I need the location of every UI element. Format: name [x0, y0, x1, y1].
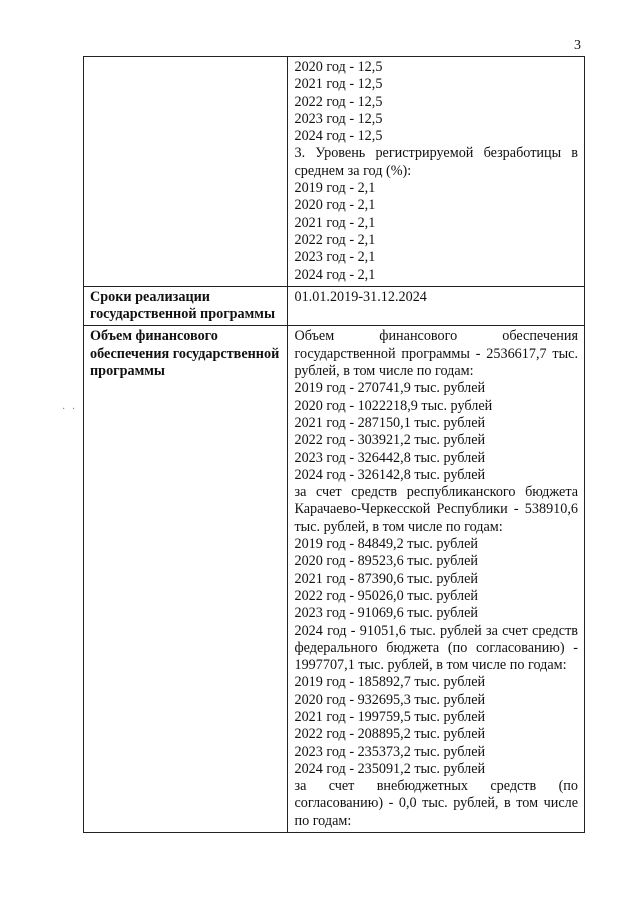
- funding-value-cell: [288, 326, 585, 833]
- funding-federal-year: 2019 год - 185892,7 тыс. рублей: [294, 674, 486, 691]
- funding-republic-year: 2022 год - 95026,0 тыс. рублей: [294, 587, 479, 604]
- indicator-value: 2022 год - 12,5: [294, 93, 383, 110]
- indicator-value: 2023 год - 12,5: [294, 110, 383, 127]
- funding-federal-year: 2024 год - 235091,2 тыс. рублей: [294, 760, 486, 777]
- funding-extrabudget-text: за счет внебюджетных средств (по согласованию) - 0,0 тыс. рублей, в том числе по годам:: [294, 778, 578, 829]
- program-passport-table: [83, 56, 585, 833]
- indicator3-value: 2022 год - 2,1: [294, 231, 376, 248]
- funding-total-year: 2019 год - 270741,9 тыс. рублей: [294, 380, 486, 397]
- indicators-value-cell: [288, 57, 585, 287]
- funding-republic-year: 2023 год - 91069,6 тыс. рублей: [294, 605, 479, 622]
- indicator3-value: 2021 год - 2,1: [294, 214, 376, 231]
- funding-label: Объем финансового обеспечения государственной программы: [84, 326, 288, 833]
- indicator-value: 2020 год - 12,5: [294, 59, 383, 75]
- indicator3-title: 3. Уровень регистрируемой безработицы в среднем за год (%):: [294, 145, 578, 179]
- indicators-label-cell: [84, 57, 288, 287]
- timeframe-label: Сроки реализации государственной программы: [84, 286, 288, 326]
- funding-federal-year: 2023 год - 235373,2 тыс. рублей: [294, 743, 486, 760]
- funding-republic-year: 2020 год - 89523,6 тыс. рублей: [294, 553, 479, 570]
- funding-republic-intro: за счет средств республиканского бюджета Карачаево-Черкесской Республики - 538910,6 тыс. рублей, в том числе по годам:: [294, 484, 578, 535]
- funding-federal-text: 2024 год - 91051,6 тыс. рублей за счет средств федерального бюджета (по согласованию) - 1997707,1 тыс. рублей, в том числе по годам:: [294, 622, 578, 674]
- funding-total-year: 2023 год - 326442,8 тыс. рублей: [294, 449, 486, 466]
- indicator3-value: 2023 год - 2,1: [294, 249, 376, 266]
- page-number: 3: [574, 38, 581, 53]
- indicator-value: 2024 год - 12,5: [294, 128, 383, 145]
- funding-total-year: 2020 год - 1022218,9 тыс. рублей: [294, 397, 493, 414]
- table-row-funding: [84, 326, 585, 833]
- scan-artifact: · ·: [62, 404, 78, 415]
- funding-total-year: 2024 год - 326142,8 тыс. рублей: [294, 466, 486, 483]
- table-row-timeframe: [84, 286, 585, 326]
- indicator-value: 2021 год - 12,5: [294, 76, 383, 93]
- indicator3-value: 2024 год - 2,1: [294, 266, 376, 283]
- indicator3-value: 2020 год - 2,1: [294, 197, 376, 214]
- funding-federal-year: 2022 год - 208895,2 тыс. рублей: [294, 726, 486, 743]
- funding-federal-year: 2021 год - 199759,5 тыс. рублей: [294, 708, 486, 725]
- indicator3-value: 2019 год - 2,1: [294, 180, 376, 197]
- funding-federal-year: 2020 год - 932695,3 тыс. рублей: [294, 691, 486, 708]
- table-row-indicators: [84, 57, 585, 287]
- funding-total-year: 2022 год - 303921,2 тыс. рублей: [294, 432, 486, 449]
- funding-total-year: 2021 год - 287150,1 тыс. рублей: [294, 414, 486, 431]
- funding-republic-year: 2019 год - 84849,2 тыс. рублей: [294, 536, 479, 553]
- timeframe-value: 01.01.2019-31.12.2024: [288, 286, 585, 326]
- funding-intro: Объем финансового обеспечения государственной программы - 2536617,7 тыс. рублей, в том числе по годам:: [294, 328, 578, 380]
- funding-republic-year: 2021 год - 87390,6 тыс. рублей: [294, 570, 479, 587]
